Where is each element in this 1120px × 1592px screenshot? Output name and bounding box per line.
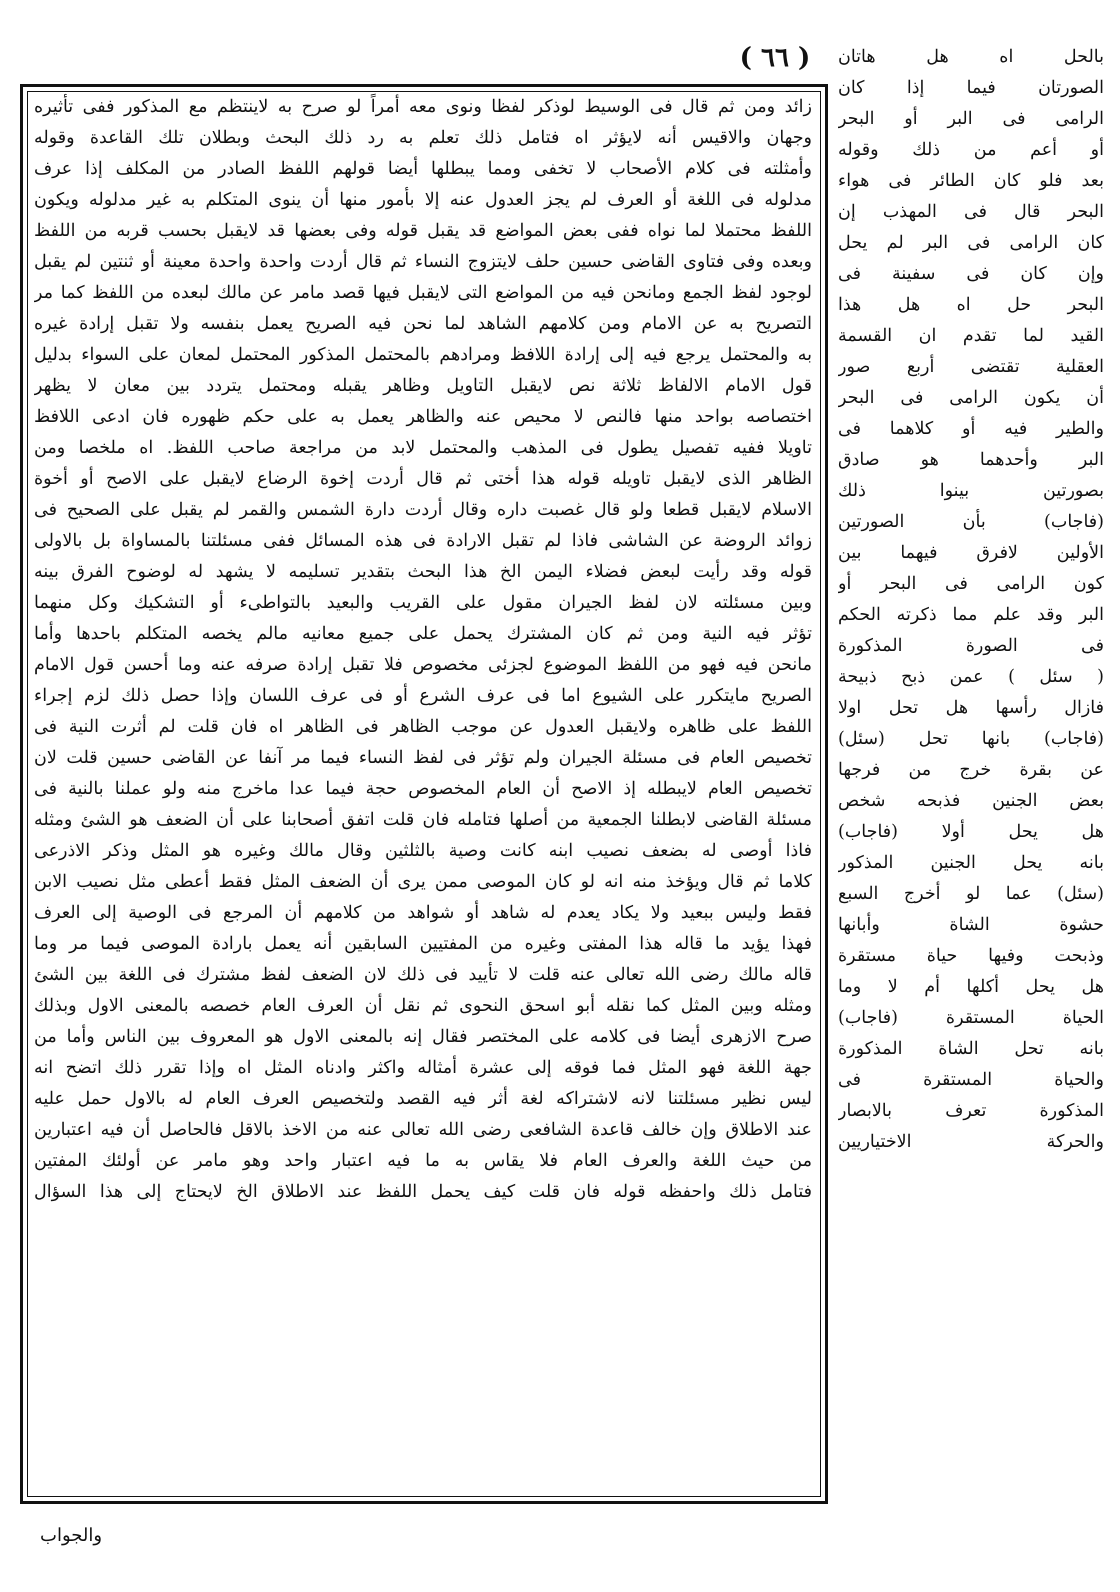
main-text-line: وبعده وفى فتاوى القاضى حسين حلف لايتزوج النساء ثم قال أردت واحدة واحدة معينة أو ثنتين لم يقبل [34,252,812,272]
margin-text-line: والحياة المستقرة فى [838,1070,1104,1090]
main-text-line: جهة اللغة فهو المثل فما فوقه إلى عشرة أمثاله واكثر وادناه المثل اه وإذا تقرر ذلك اتضح انه [34,1058,812,1078]
main-text-line: فقط وليس ببعيد ولا يكاد يعدم له شاهد أو شواهد من كلامهم أن المرجع فى الوصية إلى العرف [34,903,812,923]
margin-text-line: المذكورة تعرف بالابصار [838,1101,1104,1121]
margin-text-line: فازال رأسها هل تحل اولا [838,698,1104,718]
margin-text-line: (فاجاب) بانها تحل (سئل) [838,729,1104,749]
main-text-line: وجهان والاقيس أنه لايؤثر اه فتامل ذلك تعلم به رد ذلك البحث وبطلان تلك القاعدة وقوله [34,128,812,148]
main-text-line: مدلوله فى اللغة أو العرف لم يجز العدول عنه إلا بأمور منها أن ينوى المتكلم به غير مدلوله ويكون [34,190,812,210]
main-text-line: به والمحتمل يرجع فيه إلى إرادة اللافظ ومرادهم بالمحتمل المذكور المحتمل لمعان على السواء بدليل [34,345,812,365]
main-text-line: ليس نظير مسئلتنا لانه لاشتراكه لغة أثر فيه القصد ولتخصيص العرف العام له بالاول حمل عليه [34,1089,812,1109]
main-text-line: مسئلة القاضى لابطلنا الجمعية من أصلها فتامله فان قلت اتفق أصحابنا على أن الضعف هو الشئ ومثله [34,810,812,830]
margin-text-line: القيد لما تقدم ان القسمة [838,326,1104,346]
margin-text-line: بصورتين بينوا ذلك [838,481,1104,501]
main-text-line: فتامل ذلك واحفظه قوله فان قلت كيف يحمل اللفظ عند الاطلاق الخ لايحتاج إلى هذا السؤال [34,1182,812,1202]
main-text-line: قاله مالك رضى الله تعالى عنه قلت لا تأييد فى ذلك لان الضعف لفظ مشترك فى اللغة بين الشئ [34,965,812,985]
main-text-line: اختصاصه بواحد منها فالنص لا محيص عنه والظاهر يعمل به على حكم ظهوره فان ادعى اللافظ [34,407,812,427]
main-text-line: لوجود لفظ الجمع ومانحن فيه من المواضع التى لايقبل فيها قصد مامر عن مالك لبعده من اللفظ كما مر [34,283,812,303]
margin-text-line: بالحل اه هل هاتان [838,47,1104,67]
margin-text-line: وإن كان فى سفينة فى [838,264,1104,284]
main-text-line: قول الامام الالفاظ ثلاثة نص لايقبل التاويل وظاهر يقبله ومحتمل يتردد بين معان لا يظهر [34,376,812,396]
margin-text-line: الأولين لافرق فيهما بين [838,543,1104,563]
page-number: ( ٦٦ ) [739,43,811,73]
margin-text-line: البر وقد علم مما ذكرته الحكم [838,605,1104,625]
margin-text-line: والطير فيه أو كلاهما فى [838,419,1104,439]
margin-text-line: هل يحل أولا (فاجاب) [838,822,1104,842]
margin-text-line: حشوة الشاة وأبانها [838,915,1104,935]
margin-text-line: كون الرامى فى البحر أو [838,574,1104,594]
margin-text-line: (سئل) عما لو أخرج السبع [838,884,1104,904]
main-text-line: زوائد الروضة عن الشاشى فاذا لم تقبل الارادة فى هذه المسائل ففى مسئلتنا بالمساواة بل بالاولى [34,531,812,551]
margin-text-line: كان الرامى فى البر لم يحل [838,233,1104,253]
catchword: والجواب [40,1525,103,1546]
main-text-line: فهذا يؤيد ما قاله هذا المفتى وغيره من المفتيين السابقين أنه يعمل بارادة الموصى فيما مر وما [34,934,812,954]
main-text-line: تاويلا ففيه تفصيل يطول فى المذهب والمحتمل لابد من مراجعة صاحب اللفظ. اه ملخصا ومن [34,438,812,458]
margin-text-line: البر وأحدهما هو صادق [838,450,1104,470]
main-text-line: كلاما ثم قال ويؤخذ منه انه لو كان الموصى ممن يرى أن الضعف المثل فقط أعطى مثل نصيب الابن [34,872,812,892]
margin-text-line: البحر قال فى المهذب إن [838,202,1104,222]
margin-text-line: الرامى فى البر أو البحر [838,109,1104,129]
main-text-line: الاسلام لايقبل قطعا ولو قال غصبت داره وقال أردت دارة الشمس والقمر لم يقبل على الصحيح فى [34,500,812,520]
main-text-line: من حيث اللغة والعرف العام فلا يقاس به ما فيه اعتبار واحد وهو مامر عن أولئك المفتين [34,1151,812,1171]
main-text-line: عند الاطلاق وإن خالف قاعدة الشافعى رضى الله تعالى عنه من الاخذ بالاقل فالحاصل أن فيه اعتبارين [34,1120,812,1140]
margin-text-line: هل يحل أكلها أم لا وما [838,977,1104,997]
margin-text-line: والحركة الاختياريين [838,1132,1104,1152]
main-text-line: وأمثلته فى كلام الأصحاب لا تخفى ومما يبطلها أيضا قولهم اللفظ الصادر من المكلف إذا عرف [34,159,812,179]
margin-text-line: عن بقرة خرج من فرجها [838,760,1104,780]
main-text-line: ومثله وبين المثل كما نقله أبو اسحق النحوى ثم نقل أن العرف العام خصصه بالمعنى الاول وبذلك [34,996,812,1016]
margin-text-line: أو أعم من ذلك وقوله [838,140,1104,160]
margin-text-line: ( سئل ) عمن ذبح ذبيحة [838,667,1104,687]
main-text-line: التصريح به عن الامام ومن كلامهم الشاهد لما نحن فيه الصريح يعمل بنفسه ولا تقبل إرادة غيره [34,314,812,334]
margin-text-line: الحياة المستقرة (فاجاب) [838,1008,1104,1028]
main-text-line: زائد ومن ثم قال فى الوسيط لوذكر لفظا ونوى معه أمراً لو صرح به لاينتظم مع المذكور ففى تأثيره [34,97,812,117]
margin-text-line: العقلية تقتضى أربع صور [838,357,1104,377]
margin-text-line: البحر حل اه هل هذا [838,295,1104,315]
margin-text-line: بانه يحل الجنين المذكور [838,853,1104,873]
margin-text-line: بعد فلو كان الطائر فى هواء [838,171,1104,191]
main-text-line: تخصيص العام لايبطله إذ الاصح أن العام المخصوص حجة فيما عدا ماخرج منه ولو عملنا بالنية فى [34,779,812,799]
main-text-block [28,92,818,1487]
main-text-line: اللفظ محتملا لما نواه ففى بعض المواضع قد يقبل قوله وفى بعضها قد لايقبل بحسب قربه من اللفظ [34,221,812,241]
main-text-line: تؤثر فيه النية ومن ثم كان المشترك يحمل على جميع معانيه مالم يخصه المتكلم باحدها وأما [34,624,812,644]
margin-commentary [838,42,1110,1492]
margin-text-line: أن يكون الرامى فى البحر [838,388,1104,408]
margin-text-line: وذبحت وفيها حياة مستقرة [838,946,1104,966]
main-text-line: فاذا أوصى له بضعف نصيب ابنه كانت وصية بالثلثين وقال مالك وغيره هو المثل وذكر الاذرعى [34,841,812,861]
margin-text-line: فى الصورة المذكورة [838,636,1104,656]
main-text-line: مانحن فيه فهو من اللفظ الموضوع لجزئى مخصوص فلا تقبل إرادة صرفه عنه وما أحسن قول الامام [34,655,812,675]
main-text-line: صرح الازهرى أيضا فى كلامه على المختصر فقال إنه بالمعنى الاول هو المعروف بين الناس وأما من [34,1027,812,1047]
main-text-line: تخصيص العام فى مسئلة الجيران ولم تؤثر فى لفظ النساء فيما مر آنفا عن القاضى حسين قلت لان [34,748,812,768]
main-text-line: الظاهر الذى لايقبل تاويله قوله هذا أختى ثم قال أردت إخوة الرضاع لايقبل على الاصح أو أخوة [34,469,812,489]
margin-text-line: الصورتان فيما إذا كان [838,78,1104,98]
margin-text-line: بانه تحل الشاة المذكورة [838,1039,1104,1059]
margin-text-line: (فاجاب) بأن الصورتين [838,512,1104,532]
main-text-line: الصريح مايتكرر على الشيوع اما فى عرف الشرع أو فى عرف اللسان وإذا حصل ذلك لزم إجراء [34,686,812,706]
main-text-line: قوله وقد رأيت لبعض فضلاء اليمن الخ هذا البحث بتقدير تسليمه لا يشهد له لوضوح الفرق بينه [34,562,812,582]
margin-text-line: بعض الجنين فذبحه شخص [838,791,1104,811]
main-text-line: وبين مسئلته لان لفظ الجيران مقول على القريب والبعيد بالتواطىء أو التشكيك وكل منهما [34,593,812,613]
main-text-line: اللفظ على ظاهره ولايقبل العدول عن موجب الظاهر فى الظاهر اه فان قلت لم أثرت النية فى [34,717,812,737]
